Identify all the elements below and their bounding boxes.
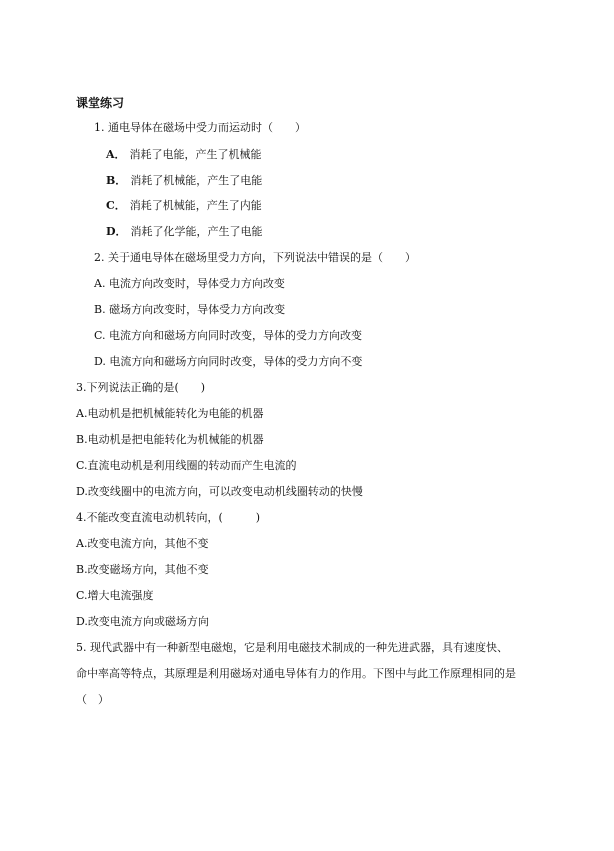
q2-option-a: A. 电流方向改变时，导体受力方向改变 [94,277,285,290]
q1-option-c-letter: C． [106,199,126,212]
q1-option-b-letter: B． [106,174,127,187]
q3-option-b: B.电动机是把电能转化为机械能的机器 [76,433,264,446]
q1-option-b [106,174,262,188]
q2-option-d: D. 电流方向和磁场方向同时改变，导体的受力方向不变 [94,355,363,368]
q1-stem: 1. 通电导体在磁场中受力而运动时（ ） [94,121,306,134]
q2-option-c: C. 电流方向和磁场方向同时改变，导体的受力方向改变 [94,329,363,342]
q3-stem: 3.下列说法正确的是( ) [76,381,206,394]
q1-option-a-letter: A． [106,148,126,161]
q3-option-c: C.直流电动机是利用线圈的转动而产生电流的 [76,459,297,472]
q1-option-a-text: 消耗了电能，产生了机械能 [129,148,262,161]
q4-stem: 4.不能改变直流电动机转向，( ) [76,511,261,524]
q4-option-c: C.增大电流强度 [76,589,154,602]
q1-option-b-text: 消耗了机械能，产生了电能 [130,174,263,187]
q1-option-c-text: 消耗了机械能，产生了内能 [129,199,262,212]
q1-option-d-text: 消耗了化学能，产生了电能 [130,225,263,238]
q3-option-a: A.电动机是把机械能转化为电能的机器 [76,407,264,420]
q1-option-d [106,225,263,239]
q2-stem: 2. 关于通电导体在磁场里受力方向，下列说法中错误的是（ ） [94,251,416,264]
q1-option-d-letter: D． [106,225,127,238]
q2-option-b: B. 磁场方向改变时，导体受力方向改变 [94,303,286,316]
q5-line-1: 5. 现代武器中有一种新型电磁炮，它是利用电磁技术制成的一种先进武器，具有速度快、 [76,641,508,654]
q5-line-3: （ ） [76,693,109,706]
section-title: 课堂练习 [76,96,125,110]
q4-option-d: D.改变电流方向或磁场方向 [76,615,209,628]
q3-option-d: D.改变线圈中的电流方向，可以改变电动机线圈转动的快慢 [76,485,363,498]
q5-line-2: 命中率高等特点，其原理是利用磁场对通电导体有力的作用。下图中与此工作原理相同的是 [76,667,516,680]
q1-option-c [106,199,262,213]
q4-option-b: B.改变磁场方向，其他不变 [76,563,209,576]
q4-option-a: A.改变电流方向，其他不变 [76,537,209,550]
q1-option-a [106,148,262,162]
